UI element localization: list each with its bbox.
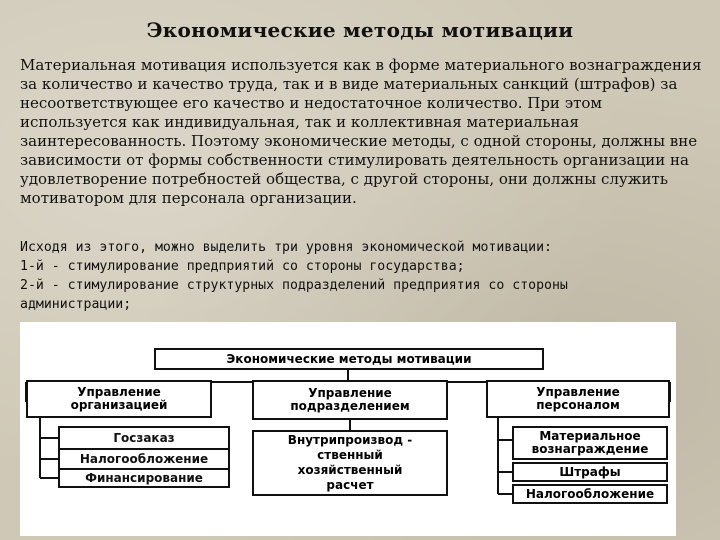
diagram-root-box	[154, 348, 544, 370]
branch-personnel-label-1: Управление	[536, 385, 620, 399]
levels-intro: Исходя из этого, можно выделить три уровня экономической мотивации:	[20, 240, 552, 255]
branch-personnel-box	[486, 380, 670, 418]
branch-division-label-2: подразделением	[290, 399, 410, 413]
division-item-line-2: ственный	[317, 448, 383, 462]
branch-personnel-label-2: персоналом	[536, 398, 620, 412]
personnel-item-taxation	[512, 484, 668, 504]
organization-item: Госзаказ	[113, 430, 175, 445]
personnel-item-reward-label: Материальное вознаграждение	[531, 429, 649, 456]
division-item-box	[252, 430, 448, 496]
methods-diagram	[20, 322, 676, 536]
level-item-1: 1-й - стимулирование предприятий со стороны государства;	[20, 259, 465, 274]
organization-item: Налогообложение	[60, 448, 228, 468]
branch-division-box	[252, 380, 448, 420]
diagram-root-label: Экономические методы мотивации	[226, 351, 472, 366]
personnel-item-reward	[512, 426, 668, 460]
personnel-item-taxation-label: Налогообложение	[525, 486, 655, 501]
level-item-2: 2-й - стимулирование структурных подразделений предприятия со стороны	[20, 278, 568, 293]
division-item-line-3: хозяйственный	[297, 463, 403, 477]
branch-organization-label-1: Управление	[77, 385, 161, 399]
division-item-line-1: Внутрипроизвод -	[287, 433, 413, 447]
organization-item: Финансирование	[60, 468, 228, 486]
division-item-line-4: расчет	[326, 478, 374, 492]
organization-items-list	[58, 426, 230, 488]
motivation-levels	[20, 238, 710, 314]
personnel-item-fines	[512, 462, 668, 482]
branch-organization-box	[26, 380, 212, 418]
branch-organization-label-2: организацией	[70, 398, 168, 412]
personnel-item-fines-label: Штрафы	[559, 464, 621, 479]
level-item-2-continuation: администрации;	[20, 297, 132, 312]
main-paragraph	[20, 56, 710, 208]
main-paragraph-text: Материальная мотивация используется как в форме материального вознаграждения за количество и качество труда, так и в виде материальных санкций (штрафов) за несоответствующее его качество и недостаточное количество. При этом используется как индивидуальная, так и коллективная материальная заинтересованность. Поэтому экономические методы, с одной стороны, должны вне зависимости от формы собственности стимулировать деятельность организации на удовлетворение потребностей общества, с другой стороны, они должны служить мотиватором для персонала организации.	[20, 56, 702, 207]
branch-division-label-1: Управление	[308, 386, 392, 400]
slide-title: Экономические методы мотивации	[146, 18, 574, 42]
